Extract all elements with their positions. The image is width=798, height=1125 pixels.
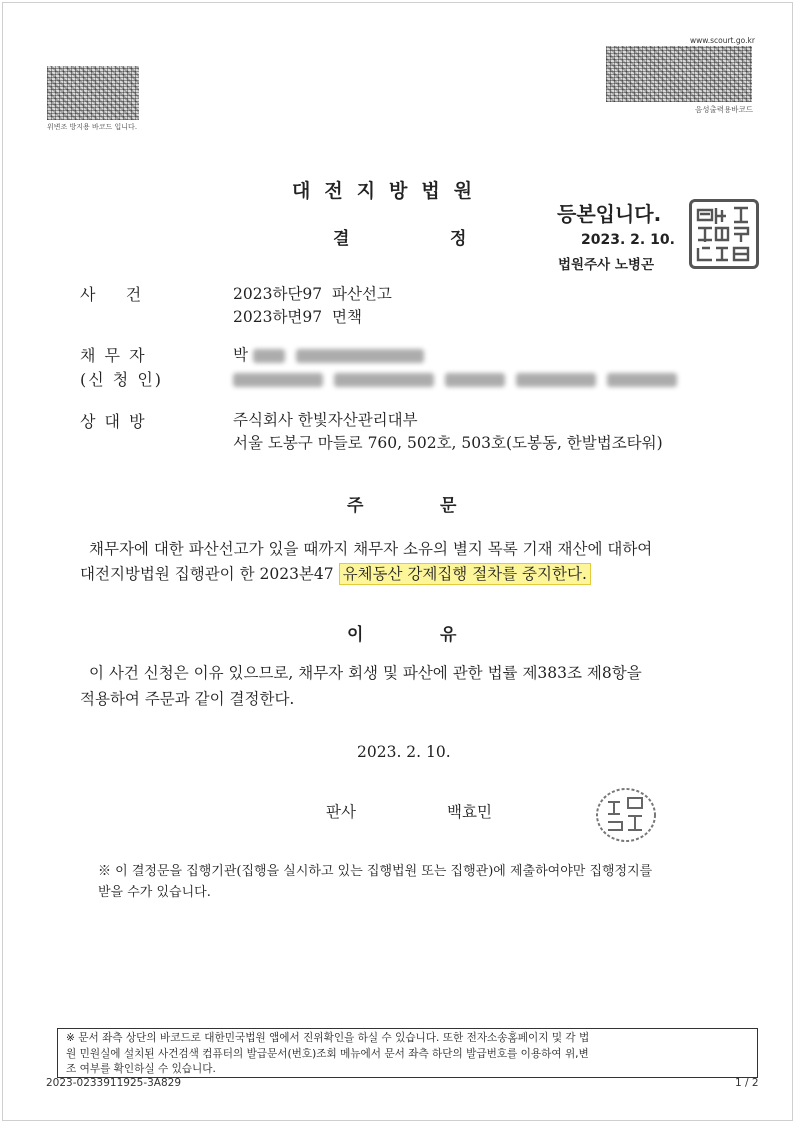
court-name: 대전지방법원 bbox=[292, 180, 487, 202]
seal-pattern-icon bbox=[692, 202, 756, 266]
applicant-label: (신 청 인) bbox=[80, 370, 164, 389]
reason-heading-1: 이 bbox=[347, 625, 364, 645]
order-heading-2: 문 bbox=[440, 496, 457, 516]
judge-title: 판사 bbox=[326, 803, 356, 821]
doc-type-char-2: 정 bbox=[450, 229, 467, 249]
certified-date: 2023. 2. 10. bbox=[581, 232, 675, 248]
certified-copy-text: 등본입니다. bbox=[557, 202, 662, 226]
debtor-name-prefix: 박 bbox=[233, 346, 248, 364]
note-line-1: ※ 이 결정문을 집행기관(집행을 실시하고 있는 집행법원 또는 집행관)에 제출하여야만 집행정지를 bbox=[98, 864, 653, 879]
certifying-officer: 법원주사 노병곤 bbox=[558, 257, 654, 273]
redacted-address bbox=[233, 369, 677, 388]
court-seal bbox=[689, 199, 759, 269]
note-line-2: 받을 수가 있습니다. bbox=[98, 885, 211, 900]
redacted-name bbox=[253, 349, 285, 363]
opponent-label: 상 대 방 bbox=[80, 412, 147, 431]
doc-type-char-1: 결 bbox=[333, 229, 350, 249]
case-line-2: 2023하면97 면책 bbox=[233, 308, 362, 326]
debtor-name bbox=[233, 343, 424, 365]
authentication-barcode bbox=[47, 66, 139, 120]
decision-date: 2023. 2. 10. bbox=[357, 743, 451, 761]
page-number: 1 / 2 bbox=[735, 1077, 759, 1089]
barcode-right-url: www.scourt.go.kr bbox=[690, 36, 755, 45]
case-label: 사 건 bbox=[80, 285, 144, 304]
reason-line-2: 적용하여 주문과 같이 결정한다. bbox=[80, 690, 295, 708]
issue-number: 2023-0233911925-3A829 bbox=[46, 1077, 182, 1089]
footer-line-3: 조 여부를 확인하실 수 있습니다. bbox=[66, 1063, 216, 1075]
voice-output-barcode bbox=[606, 46, 752, 102]
order-line-1: 채무자에 대한 파산선고가 있을 때까지 채무자 소유의 별지 목록 기재 재산에 대하여 bbox=[89, 540, 653, 558]
order-heading-1: 주 bbox=[347, 496, 364, 516]
case-line-1: 2023하단97 파산선고 bbox=[233, 285, 392, 303]
barcode-right-caption: 음성출력용바코드 bbox=[695, 105, 753, 114]
footer-line-1: ※ 문서 좌측 상단의 바코드로 대한민국법원 앱에서 진위확인을 하실 수 있습니다. 또한 전자소송홈페이지 및 각 법 bbox=[66, 1032, 590, 1044]
reason-heading-2: 유 bbox=[440, 625, 457, 645]
judge-name: 백효민 bbox=[447, 803, 492, 821]
judge-seal-icon bbox=[594, 786, 658, 844]
verification-notice-box bbox=[57, 1028, 758, 1078]
reason-line-1: 이 사건 신청은 이유 있으므로, 채무자 회생 및 파산에 관한 법률 제383조 제8항을 bbox=[89, 664, 642, 682]
highlighted-order-text: 유체동산 강제집행 절차를 중지한다. bbox=[339, 563, 591, 585]
order-line-2-prefix: 대전지방법원 집행관이 한 2023본47 bbox=[80, 565, 339, 583]
opponent-name: 주식회사 한빛자산관리대부 bbox=[233, 411, 418, 429]
barcode-left-caption: 위변조 방지용 바코드 입니다. bbox=[47, 123, 138, 131]
redacted-id bbox=[296, 349, 424, 363]
order-line-2 bbox=[80, 559, 591, 590]
footer-line-2: 원 민원실에 설치된 사건검색 컴퓨터의 발급문서(번호)조회 메뉴에서 문서 좌측 하단의 발급번호를 이용하여 위,변 bbox=[66, 1047, 589, 1060]
debtor-label: 채 무 자 bbox=[80, 346, 147, 365]
opponent-address: 서울 도봉구 마들로 760, 502호, 503호(도봉동, 한발법조타워) bbox=[233, 434, 663, 452]
